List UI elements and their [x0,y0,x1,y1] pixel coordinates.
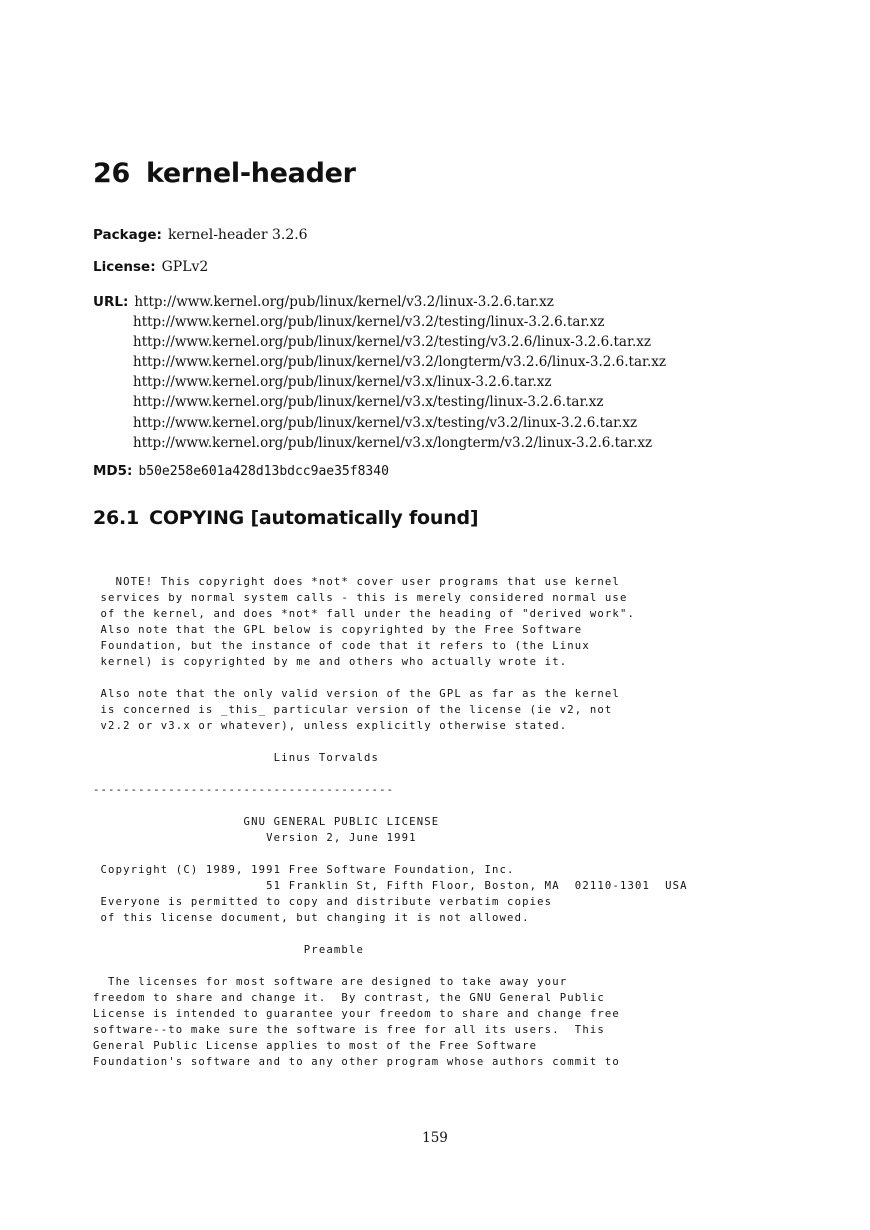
md5-value: b50e258e601a428d13bdcc9ae35f8340 [138,464,389,479]
url-item[interactable] [93,352,666,372]
package-label: Package: [93,227,162,243]
url-link[interactable]: http://www.kernel.org/pub/linux/kernel/v3.2/linux-3.2.6.tar.xz [134,294,554,310]
url-item[interactable] [93,413,666,433]
url-item[interactable] [93,392,666,412]
section-number: 26.1 [93,507,140,529]
package-value: kernel-header 3.2.6 [167,227,308,243]
md5-field [93,463,389,479]
url-link[interactable]: http://www.kernel.org/pub/linux/kernel/v3.x/testing/v3.2/linux-3.2.6.tar.xz [133,414,638,431]
url-link[interactable]: http://www.kernel.org/pub/linux/kernel/v3.x/linux-3.2.6.tar.xz [133,374,552,391]
url-item[interactable] [93,433,666,453]
page-number: 159 [422,1130,448,1146]
url-link[interactable]: http://www.kernel.org/pub/linux/kernel/v3.2/longterm/v3.2.6/linux-3.2.6.tar.xz [133,354,666,371]
license-label: License: [93,259,156,275]
url-link[interactable]: http://www.kernel.org/pub/linux/kernel/v3.x/testing/linux-3.2.6.tar.xz [133,394,604,411]
license-value: GPLv2 [161,259,209,275]
url-list [93,292,666,453]
url-item[interactable] [93,372,666,392]
url-item[interactable] [93,312,666,332]
chapter-title: kernel-header [145,158,356,189]
url-link[interactable]: http://www.kernel.org/pub/linux/kernel/v3.2/testing/linux-3.2.6.tar.xz [133,314,605,331]
section-heading [93,507,478,529]
section-title: COPYING [automatically found] [149,507,479,529]
chapter-heading [93,158,356,189]
url-item[interactable] [93,332,666,352]
url-item[interactable] [93,292,666,312]
package-field [93,227,308,243]
url-link[interactable]: http://www.kernel.org/pub/linux/kernel/v3.2/testing/v3.2.6/linux-3.2.6.tar.xz [133,334,651,351]
license-field [93,259,208,275]
copying-text-block: NOTE! This copyright does *not* cover user programs that use kernel services by normal system calls - this is merely considered normal use of the kernel, and does *not* fall under the heading of "derived work". Also note that the GPL below is copyrighted by the Free Software Foundation, but the instance of code that it refers to (the Linux kernel) is copyrighted by me and others who actually wrote it. Also note that the only valid version of the GPL as far as the kernel is concerned is _this_ particular version of the license (ie v2, not v2.2 or v3.x or whatever), unless explicitly otherwise stated. Linus Torvalds ---------------------------------------- GNU GENERAL PUBLIC LICENSE Version 2, June 1991 Copyright (C) 1989, 1991 Free Software Foundation, Inc. 51 Franklin St, Fifth Floor, Boston, MA 02110-1301 USA Everyone is permitted to copy and distribute verbatim copies of this license document, but changing it is not allowed. Preamble The licenses for most software are designed to take away your freedom to share and change it. By contrast, the GNU General Public License is intended to guarantee your freedom to share and change free software--to make sure the software is free for all its users. This General Public License applies to most of the Free Software Foundation's software and to any other program whose authors commit to [93,576,688,1068]
url-link[interactable]: http://www.kernel.org/pub/linux/kernel/v3.x/longterm/v3.2/linux-3.2.6.tar.xz [133,434,653,451]
url-label: URL: [93,294,129,310]
chapter-number: 26 [93,158,130,189]
md5-label: MD5: [93,463,133,479]
